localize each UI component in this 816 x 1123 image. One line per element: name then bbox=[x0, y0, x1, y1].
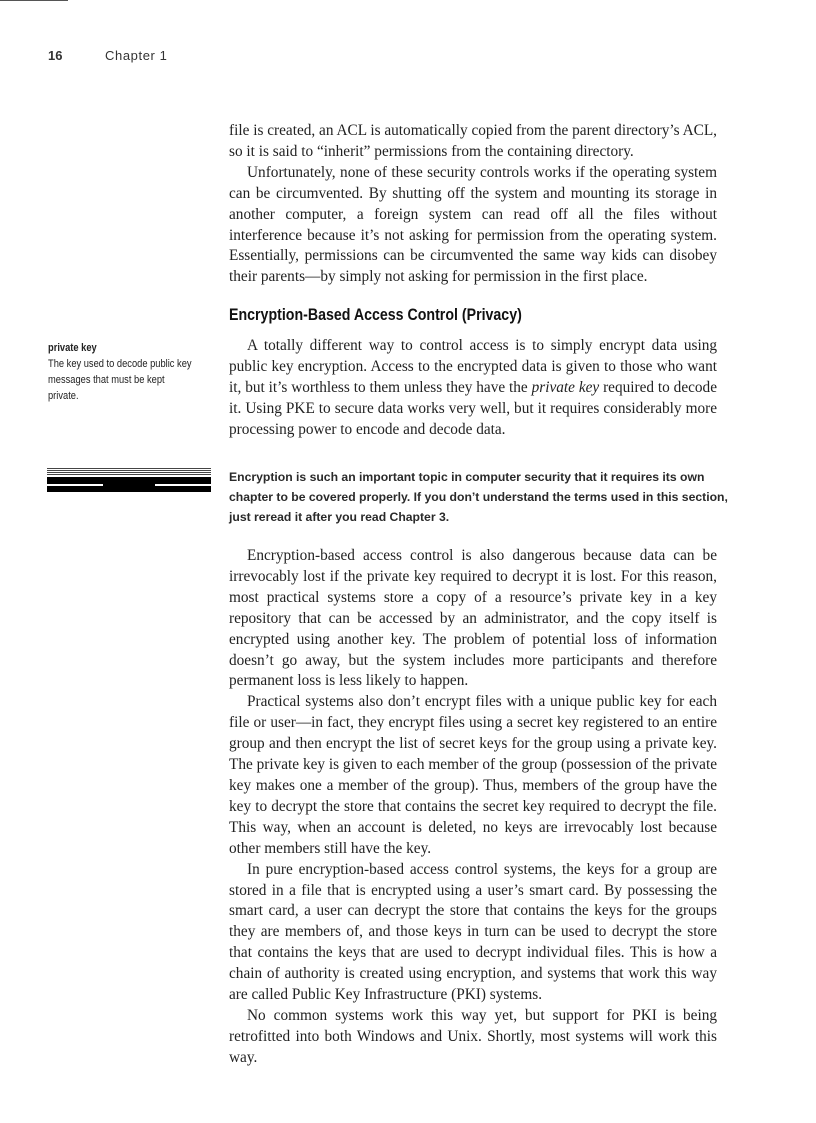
paragraph: Practical systems also don’t encrypt files with a unique public key for each file or user—in fact, they encrypt files using a secret key registered to an entire group and then encrypt the list of secret keys for the group using a private key. The private key is given to each member of the group (possession of the private key makes one a member of the group). Thus, members of the group have the key to decrypt the store that contains the secret key required to decrypt the file. This way, when an account is deleted, no keys are irrevocably lost because other members still have the key. bbox=[229, 693, 717, 857]
section-text bbox=[229, 336, 717, 441]
paragraph: No common systems work this way yet, but support for PKI is being retrofitted into both Windows and Unix. Shortly, most systems will work this way. bbox=[229, 1006, 717, 1066]
text-span: A totally different way to control access is to simply encrypt data using public key encryption. Access to the encrypted data is given to those who want it, but it’s worthless to them unless they have the bbox=[229, 337, 717, 396]
note-icon bbox=[47, 468, 211, 492]
margin-definition: The key used to decode public key messages that must be kept private. bbox=[48, 358, 192, 402]
paragraph: Unfortunately, none of these security controls works if the operating system can be circumvented. By shutting off the system and mounting its storage in another computer, a foreign system can read off all the files without interference because it’s not asking for permission from the operating system. Essentially, permissions can be circumvented the same way kids can disobey their parents—by simply not asking for permission in the first place. bbox=[229, 163, 717, 286]
corner-rule bbox=[0, 0, 68, 1]
section-heading: Encryption-Based Access Control (Privacy) bbox=[229, 306, 522, 324]
running-header bbox=[48, 48, 168, 63]
paragraph: In pure encryption-based access control systems, the keys for a group are stored in a file that is encrypted using a user’s smart card. By possessing the smart card, a user can decrypt the store that contains the keys for the groups they are members of, and those keys in turn can be used to decrypt the store that contains the keys that are used to decrypt individual files. This is how a chain of authority is created using encryption, and systems that work this way are called Public Key Infrastructure (PKI) systems. bbox=[229, 860, 717, 1004]
intro-text bbox=[229, 121, 717, 288]
page-number: 16 bbox=[48, 48, 63, 63]
text-span: required to decode it. Using PKE to secure data works very well, but it requires considerably more processing power to encode and decode data. bbox=[229, 378, 717, 438]
margin-term: private key bbox=[48, 342, 97, 354]
margin-note bbox=[48, 340, 198, 404]
later-text bbox=[229, 546, 717, 1069]
italic-term: private key bbox=[531, 378, 600, 396]
paragraph: file is created, an ACL is automatically copied from the parent directory’s ACL, so it is said to “inherit” permissions from the containing directory. bbox=[229, 122, 717, 160]
paragraph: Encryption-based access control is also dangerous because data can be irrevocably lost if the private key required to decrypt it is lost. For this reason, most practical systems store a copy of a resource’s private key in a key repository that can be accessed by an administrator, and the copy itself is encrypted using another key. The problem of potential loss of information doesn’t go away, but the system includes more participants and therefore permanent loss is less likely to happen. bbox=[229, 547, 717, 690]
chapter-label: Chapter 1 bbox=[105, 48, 168, 63]
paragraph bbox=[229, 336, 717, 441]
note-text: Encryption is such an important topic in computer security that it requires its own chapter to be covered properly. If you don’t understand the terms used in this section, just reread it after you read Chapter 3. bbox=[229, 470, 728, 525]
